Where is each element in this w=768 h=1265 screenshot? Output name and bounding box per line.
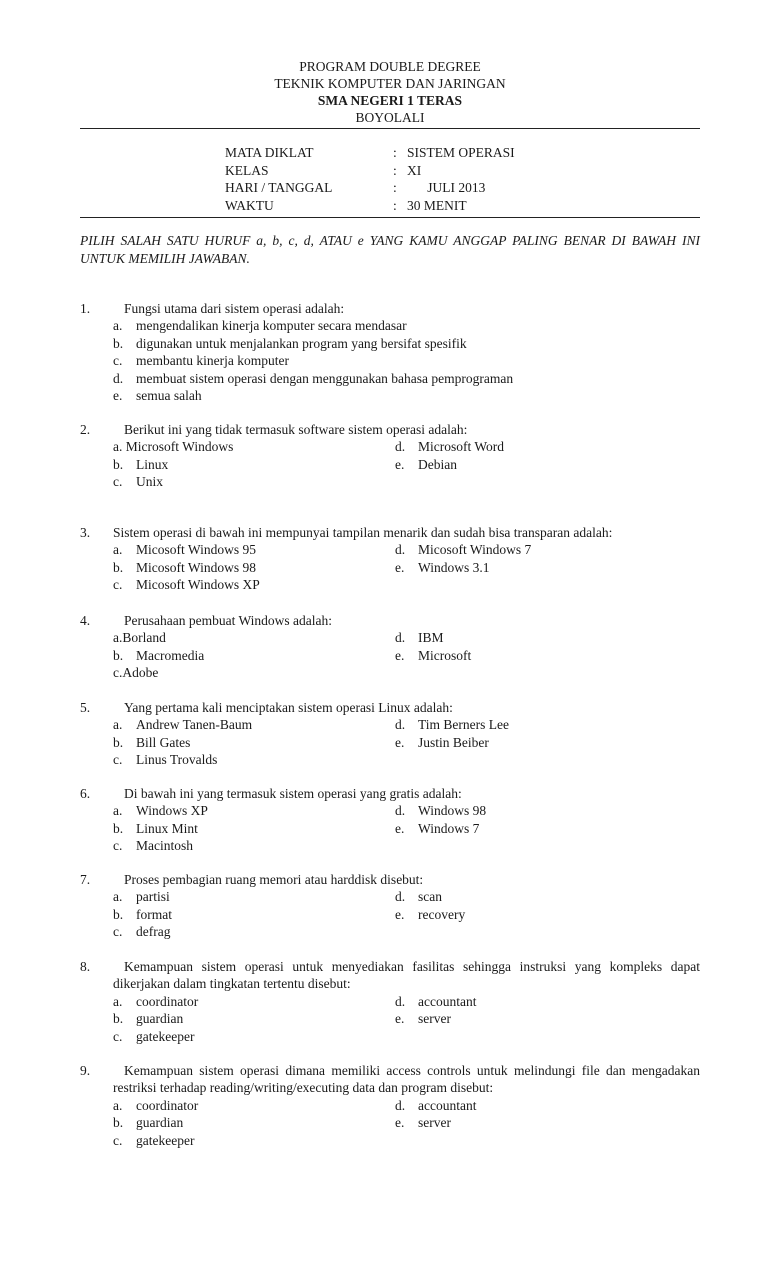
question-header	[80, 699, 700, 716]
option-letter: e.	[395, 456, 405, 472]
option-letter: e.	[395, 647, 405, 663]
option-letter: b.	[113, 1115, 124, 1131]
option-letter: c.	[113, 1132, 123, 1148]
option-e[interactable]	[395, 647, 471, 664]
option-a[interactable]	[113, 802, 208, 819]
option-letter: a.	[113, 803, 123, 819]
option-text: Tim Berners Lee	[418, 717, 509, 733]
info-separator: :	[393, 197, 397, 213]
option-b[interactable]	[113, 1114, 198, 1131]
option-text: Micosoft Windows 98	[136, 559, 256, 575]
option-text: membantu kinerja komputer	[136, 353, 289, 369]
option-c[interactable]	[113, 352, 700, 369]
option-d[interactable]	[395, 1097, 476, 1114]
option-text: Andrew Tanen-Baum	[136, 717, 253, 733]
option-text: Unix	[136, 474, 163, 490]
option-text: Macromedia	[136, 647, 205, 663]
option-text: mengendalikan kinerja komputer secara mendasar	[136, 318, 407, 334]
option-text: Debian	[418, 456, 457, 472]
question-7	[80, 871, 700, 940]
option-letter: b.	[113, 335, 124, 351]
question-text: Fungsi utama dari sistem operasi adalah:	[124, 301, 345, 316]
question-number: 1.	[80, 301, 91, 316]
option-a[interactable]	[113, 317, 700, 334]
option-text: Bill Gates	[136, 734, 191, 750]
option-c[interactable]	[113, 1028, 198, 1045]
info-value: SISTEM OPERASI	[407, 145, 515, 160]
question-number: 4.	[80, 613, 91, 628]
option-letter: b.	[113, 906, 124, 922]
option-text: accountant	[418, 993, 477, 1009]
option-letter: d.	[395, 542, 406, 558]
option-d[interactable]	[395, 629, 471, 646]
option-text: Windows XP	[136, 803, 208, 819]
option-letter: a.	[113, 630, 123, 646]
info-row-class	[225, 162, 515, 180]
option-letter: a.	[113, 1097, 123, 1113]
option-letter: a.	[113, 542, 123, 558]
option-text: coordinator	[136, 1097, 199, 1113]
option-c[interactable]	[113, 473, 233, 490]
option-text: defrag	[136, 924, 171, 940]
option-c[interactable]	[113, 1132, 198, 1149]
question-header	[80, 300, 700, 317]
option-text: membuat sistem operasi dengan menggunakan bahasa pemprograman	[136, 370, 514, 386]
option-text: scan	[418, 889, 442, 905]
option-letter: b.	[113, 559, 124, 575]
option-text: server	[418, 1011, 451, 1027]
option-text: Microsoft Word	[418, 439, 505, 455]
question-text: Kemampuan sistem operasi untuk menyediakan fasilitas sehingga instruksi yang kompleks dapat dikerjakan dalam tingkatan tertentu disebut:	[113, 959, 700, 992]
option-text: Adobe	[122, 665, 159, 681]
option-text: server	[418, 1115, 451, 1131]
question-header	[80, 958, 700, 993]
option-d[interactable]	[395, 802, 486, 819]
option-letter: d.	[395, 439, 406, 455]
option-text: Linux	[136, 456, 169, 472]
question-5	[80, 699, 700, 768]
option-c[interactable]	[113, 923, 172, 940]
option-a[interactable]	[113, 1097, 198, 1114]
option-text: digunakan untuk menjalankan program yang bersifat spesifik	[136, 335, 467, 351]
question-header	[80, 871, 700, 888]
department-title: TEKNIK KOMPUTER DAN JARINGAN	[274, 76, 506, 91]
option-text: recovery	[418, 906, 466, 922]
option-text: Microsoft Windows	[125, 439, 234, 455]
option-a[interactable]	[113, 541, 260, 558]
option-text: IBM	[418, 630, 444, 646]
option-letter: c.	[113, 577, 123, 593]
question-text: Proses pembagian ruang memori atau harddisk disebut:	[124, 872, 424, 887]
option-d[interactable]	[395, 541, 531, 558]
option-text: Micosoft Windows 7	[418, 542, 532, 558]
option-a[interactable]	[113, 629, 204, 646]
option-c[interactable]	[113, 751, 252, 768]
question-number: 6.	[80, 786, 91, 801]
question-1	[80, 300, 700, 404]
option-text: Justin Beiber	[418, 734, 489, 750]
option-text: partisi	[136, 889, 170, 905]
question-text: Berikut ini yang tidak termasuk software sistem operasi adalah:	[124, 422, 468, 437]
question-3	[80, 524, 700, 593]
option-letter: a.	[113, 889, 123, 905]
option-letter: a.	[113, 717, 123, 733]
program-title: PROGRAM DOUBLE DEGREE	[299, 59, 481, 74]
option-d[interactable]	[395, 438, 504, 455]
question-text: Perusahaan pembuat Windows adalah:	[124, 613, 333, 628]
option-e[interactable]	[395, 456, 504, 473]
option-text: Borland	[122, 630, 166, 646]
option-letter: a.	[113, 439, 123, 455]
option-a[interactable]	[113, 993, 198, 1010]
question-number: 5.	[80, 700, 91, 715]
option-letter: b.	[113, 456, 124, 472]
option-letter: c.	[113, 752, 123, 768]
option-b[interactable]	[113, 456, 233, 473]
option-text: Windows 3.1	[418, 559, 490, 575]
option-d[interactable]	[395, 993, 476, 1010]
option-b[interactable]	[113, 559, 260, 576]
info-separator: :	[393, 145, 397, 160]
option-a[interactable]	[113, 438, 233, 455]
option-letter: d.	[395, 1097, 406, 1113]
option-e[interactable]	[395, 906, 465, 923]
question-header	[80, 524, 700, 541]
info-key: MATA DIKLAT	[225, 145, 314, 160]
header-divider	[80, 128, 700, 129]
question-number: 9.	[80, 1063, 91, 1078]
option-letter: c.	[113, 474, 123, 490]
option-e[interactable]	[395, 734, 509, 751]
question-2	[80, 421, 700, 490]
info-divider	[80, 217, 700, 218]
option-letter: c.	[113, 1028, 123, 1044]
info-key: KELAS	[225, 162, 269, 178]
question-9	[80, 1062, 700, 1149]
option-e[interactable]	[395, 820, 486, 837]
option-text: guardian	[136, 1115, 184, 1131]
option-text: Linus Trovalds	[136, 752, 218, 768]
question-text: Di bawah ini yang termasuk sistem operasi yang gratis adalah:	[124, 786, 462, 801]
option-text: gatekeeper	[136, 1028, 195, 1044]
option-text: format	[136, 906, 172, 922]
option-letter: d.	[395, 993, 406, 1009]
option-letter: c.	[113, 838, 123, 854]
exam-info	[225, 144, 515, 214]
option-b[interactable]	[113, 820, 208, 837]
option-b[interactable]	[113, 1010, 198, 1027]
option-letter: a.	[113, 318, 123, 334]
option-letter: e.	[395, 906, 405, 922]
option-text: Macintosh	[136, 838, 193, 854]
option-a[interactable]	[113, 716, 252, 733]
option-text: semua salah	[136, 387, 202, 403]
option-letter: e.	[395, 1115, 405, 1131]
option-b[interactable]	[113, 906, 172, 923]
option-c[interactable]	[113, 837, 208, 854]
info-key: WAKTU	[225, 197, 274, 213]
option-c[interactable]	[113, 664, 204, 681]
option-text: Windows 7	[418, 820, 480, 836]
question-number: 7.	[80, 872, 91, 887]
question-header	[80, 421, 700, 438]
option-letter: c.	[113, 665, 123, 681]
question-text: Kemampuan sistem operasi dimana memiliki access controls untuk melindungi file dan mengadakan restriksi terhadap reading/writing/executing data dan program disebut:	[113, 1063, 700, 1096]
option-letter: d.	[395, 803, 406, 819]
option-letter: b.	[113, 1011, 124, 1027]
option-e[interactable]	[395, 1114, 476, 1131]
option-letter: c.	[113, 924, 123, 940]
option-letter: e.	[395, 820, 405, 836]
info-row-time	[225, 197, 515, 215]
info-value: XI	[407, 162, 422, 178]
option-text: Micosoft Windows XP	[136, 577, 260, 593]
city-name: BOYOLALI	[355, 110, 425, 125]
question-text: Yang pertama kali menciptakan sistem operasi Linux adalah:	[124, 700, 453, 715]
question-header	[80, 785, 700, 802]
option-e[interactable]	[395, 1010, 476, 1027]
info-row-date	[225, 179, 515, 197]
option-a[interactable]	[113, 888, 172, 905]
option-e[interactable]	[113, 387, 700, 404]
option-b[interactable]	[113, 734, 252, 751]
option-letter: d.	[395, 889, 406, 905]
exam-instruction: PILIH SALAH SATU HURUF a, b, c, d, ATAU e YANG KAMU ANGGAP PALING BENAR DI BAWAH INI UNTUK MEMILIH JAWABAN.	[80, 233, 700, 266]
option-text: Windows 98	[418, 803, 487, 819]
option-letter: d.	[113, 370, 124, 386]
exam-header	[80, 58, 700, 126]
option-letter: d.	[395, 717, 406, 733]
info-key: HARI / TANGGAL	[225, 180, 333, 195]
option-b[interactable]	[113, 335, 700, 352]
option-letter: e.	[395, 1011, 405, 1027]
option-text: accountant	[418, 1097, 477, 1113]
info-separator: :	[393, 180, 397, 195]
option-e[interactable]	[395, 559, 531, 576]
option-letter: c.	[113, 353, 123, 369]
option-letter: e.	[113, 387, 123, 403]
info-value: 30 MENIT	[407, 197, 467, 213]
school-name: SMA NEGERI 1 TERAS	[317, 93, 463, 108]
option-text: Micosoft Windows 95	[136, 542, 256, 558]
option-text: guardian	[136, 1011, 184, 1027]
option-letter: a.	[113, 993, 123, 1009]
question-number: 8.	[80, 959, 91, 974]
question-4	[80, 612, 700, 681]
question-text: Sistem operasi di bawah ini mempunyai tampilan menarik dan sudah bisa transparan adalah:	[113, 525, 613, 540]
question-header	[80, 1062, 700, 1097]
option-c[interactable]	[113, 576, 260, 593]
option-letter: b.	[113, 647, 124, 663]
info-value: JULI 2013	[407, 180, 486, 195]
option-text: Linux Mint	[136, 820, 198, 836]
option-letter: e.	[395, 734, 405, 750]
option-b[interactable]	[113, 647, 204, 664]
option-d[interactable]	[113, 370, 700, 387]
question-number: 2.	[80, 422, 91, 437]
info-row-subject	[225, 144, 515, 162]
question-8	[80, 958, 700, 1045]
option-text: gatekeeper	[136, 1132, 195, 1148]
question-header	[80, 612, 700, 629]
question-6	[80, 785, 700, 854]
option-d[interactable]	[395, 888, 465, 905]
question-number: 3.	[80, 525, 91, 540]
option-text: coordinator	[136, 993, 199, 1009]
option-letter: b.	[113, 734, 124, 750]
option-letter: b.	[113, 820, 124, 836]
option-letter: d.	[395, 630, 406, 646]
option-d[interactable]	[395, 716, 509, 733]
info-separator: :	[393, 162, 397, 178]
option-text: Microsoft	[418, 647, 472, 663]
option-letter: e.	[395, 559, 405, 575]
